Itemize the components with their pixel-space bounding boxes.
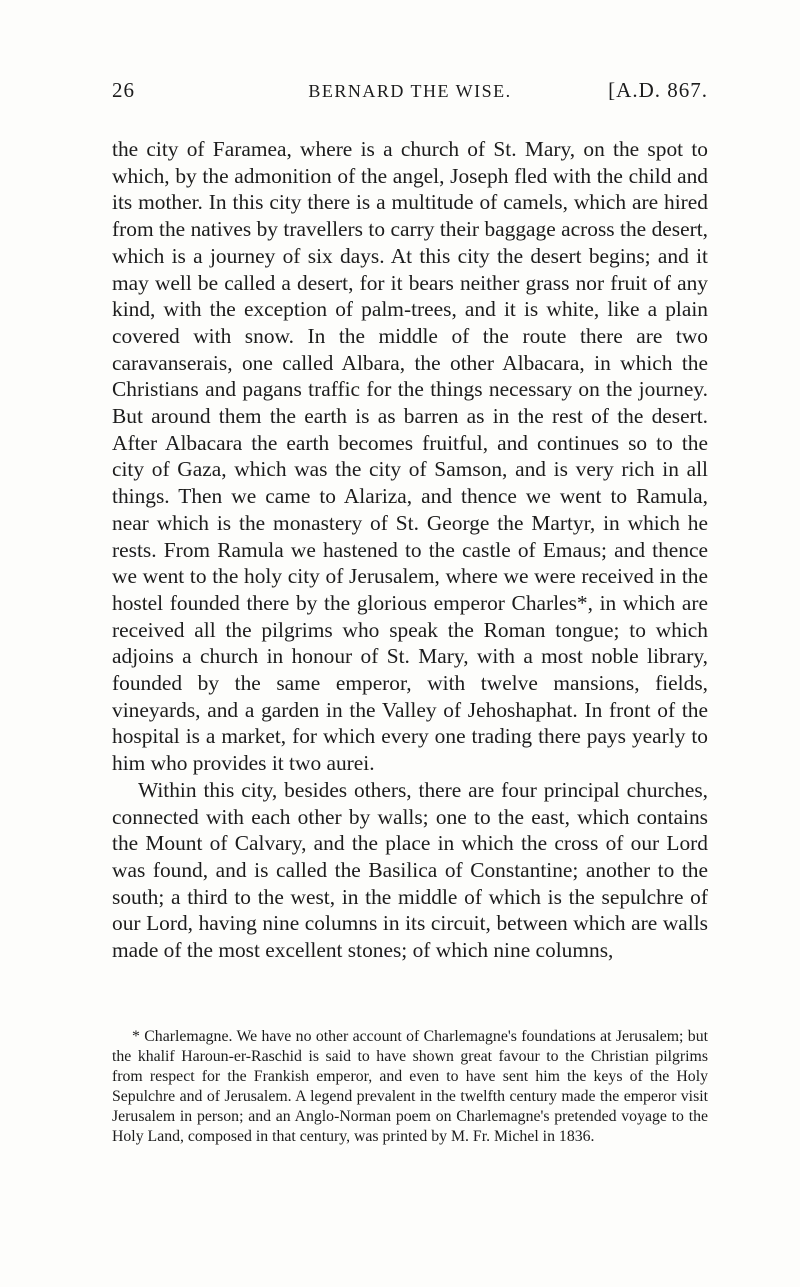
footnote: * Charlemagne. We have no other account of Charlemagne's foundations at Jerusalem; but the khalif Haroun-er-Raschid is said to have shown great favour to the Christian pilgrims from respect for the Frankish emperor, and even to have sent him the keys of the Holy Sepulchre and of Jerusalem. A legend prevalent in the twelfth century made the emperor visit Jerusalem in person; and an Anglo-Norman poem on Charlemagne's pretended voyage to the Holy Land, composed in that century, was printed by M. Fr. Michel in 1836.	[112, 1028, 708, 1145]
running-head	[112, 78, 708, 112]
page-number: 26	[112, 78, 135, 102]
paragraph: the city of Faramea, where is a church of St. Mary, on the spot to which, by the admonition of the angel, Joseph fled with the child and its mother. In this city there is a multitude of camels, which are hired from the natives by travellers to carry their baggage across the desert, which is a journey of six days. At this city the desert begins; and it may well be called a desert, for it bears neither grass nor fruit of any kind, with the exception of palm-trees, and it is white, like a plain covered with snow. In the middle of the route there are two caravanserais, one called Albara, the other Albacara, in which the Christians and pagans traffic for the things necessary on the journey. But around them the earth is as barren as in the rest of the desert. After Albacara the earth becomes fruitful, and continues so to the city of Gaza, which was the city of Samson, and is very rich in all things. Then we came to Alariza, and thence we went to Ramula, near which is the monastery of St. George the Martyr, in which he rests. From Ramula we hastened to the castle of Emaus; and thence we went to the holy city of Jerusalem, where we were received in the hostel founded there by the glorious emperor Charles*, in which are received all the pilgrims who speak the Roman tongue; to which adjoins a church in honour of St. Mary, with a most noble library, founded by the same emperor, with twelve mansions, fields, vineyards, and a garden in the Valley of Jehoshaphat. In front of the hospital is a market, for which every one trading there pays yearly to him who provides it two aurei.	[112, 137, 708, 776]
book-title: BERNARD THE WISE.	[308, 81, 512, 101]
body-text	[112, 136, 708, 964]
era-date: [A.D. 867.	[608, 78, 708, 102]
paragraph: Within this city, besides others, there are four principal churches, connected with each other by walls; one to the east, which contains the Mount of Calvary, and the place in which the cross of our Lord was found, and is called the Basilica of Constantine; another to the south; a third to the west, in the middle of which is the sepulchre of our Lord, having nine columns in its circuit, between which are walls made of the most excellent stones; of which nine columns,	[112, 777, 708, 963]
